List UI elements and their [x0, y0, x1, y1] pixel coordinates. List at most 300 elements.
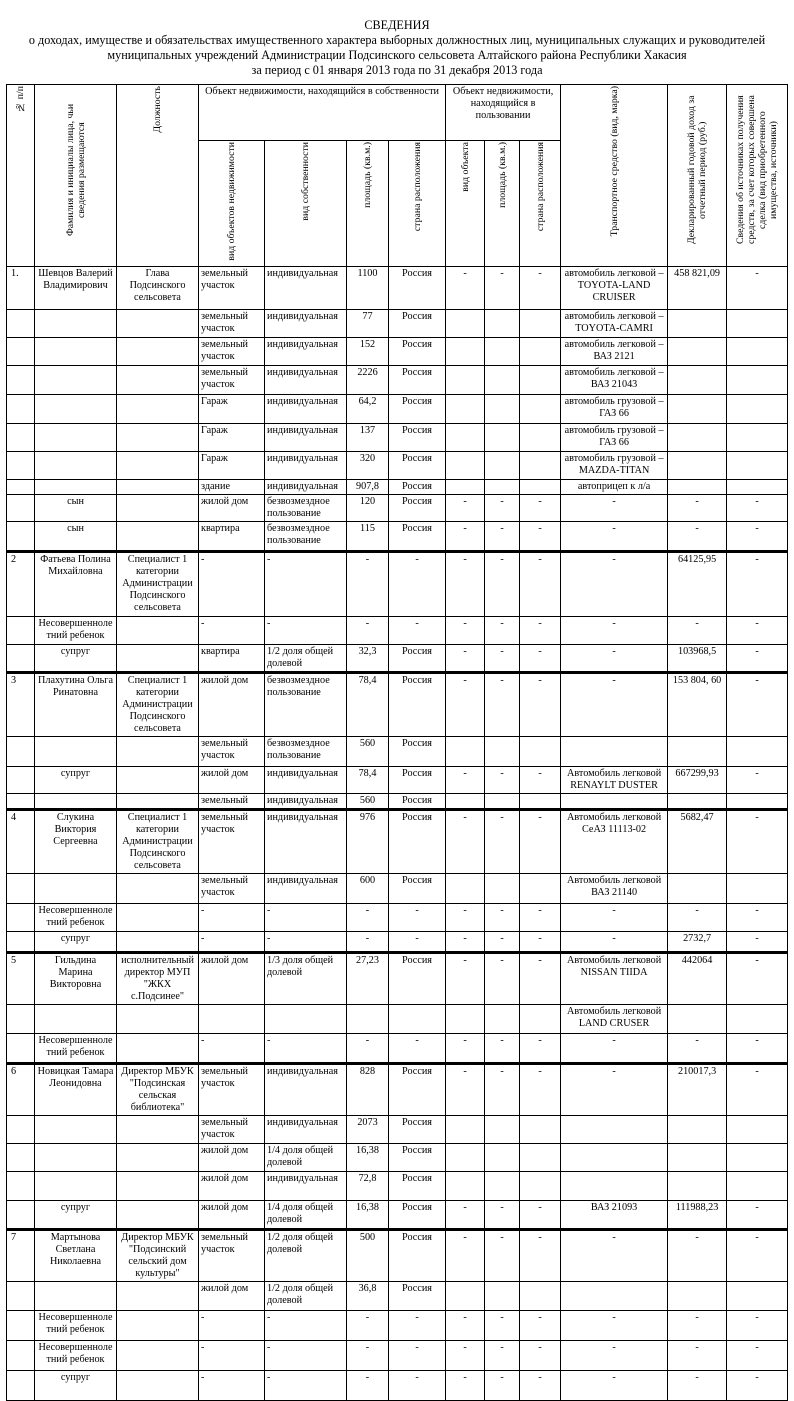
cell-owned-type: - — [199, 1310, 265, 1340]
cell-sources: - — [727, 551, 788, 616]
cell-position: Глава Подсинского сельсовета — [117, 266, 199, 309]
cell-owned-country: Россия — [389, 793, 446, 809]
cell-owned-ownership: 1/2 доля общей долевой — [265, 1281, 347, 1310]
header-owned-country: страна расположения — [389, 141, 446, 267]
cell-used-area: - — [485, 1310, 520, 1340]
cell-owned-area: 32,3 — [347, 644, 389, 672]
cell-sources: - — [727, 1340, 788, 1370]
cell-owned-country: Россия — [389, 672, 446, 736]
cell-used-area — [485, 873, 520, 903]
cell-used-area: - — [485, 494, 520, 521]
cell-owned-ownership: - — [265, 551, 347, 616]
cell-position — [117, 309, 199, 337]
cell-num — [7, 1033, 35, 1063]
cell-num — [7, 1004, 35, 1033]
cell-used-country — [520, 337, 561, 365]
cell-owned-country: Россия — [389, 873, 446, 903]
cell-used-country: - — [520, 1033, 561, 1063]
cell-used-type: - — [446, 903, 485, 931]
cell-used-area: - — [485, 931, 520, 952]
table-row — [7, 616, 788, 644]
cell-income — [668, 1143, 727, 1171]
cell-num: 2 — [7, 551, 35, 616]
cell-num — [7, 521, 35, 551]
cell-sources — [727, 309, 788, 337]
cell-used-type: - — [446, 1229, 485, 1281]
cell-owned-area: 115 — [347, 521, 389, 551]
cell-owned-country: - — [389, 1340, 446, 1370]
cell-position — [117, 1200, 199, 1229]
cell-vehicle: Автомобиль легковой RENAYLT DUSTER — [561, 766, 668, 793]
cell-name: Фатьева Полина Михайловна — [35, 551, 117, 616]
cell-sources — [727, 365, 788, 394]
cell-vehicle: - — [561, 1229, 668, 1281]
cell-owned-type: земельный участок — [199, 1063, 265, 1115]
cell-used-type: - — [446, 766, 485, 793]
cell-used-country: - — [520, 616, 561, 644]
cell-vehicle: автомобиль легковой – TOYOTA-CAMRI — [561, 309, 668, 337]
cell-num — [7, 451, 35, 479]
cell-owned-area: 78,4 — [347, 766, 389, 793]
cell-used-country: - — [520, 521, 561, 551]
cell-num — [7, 793, 35, 809]
cell-owned-ownership — [265, 1004, 347, 1033]
cell-income: 210017,3 — [668, 1063, 727, 1115]
cell-income: 2732,7 — [668, 931, 727, 952]
cell-used-type: - — [446, 266, 485, 309]
cell-owned-ownership: - — [265, 1340, 347, 1370]
cell-used-type: - — [446, 616, 485, 644]
cell-vehicle: - — [561, 1340, 668, 1370]
cell-vehicle: автомобиль легковой – ВАЗ 21043 — [561, 365, 668, 394]
cell-income: - — [668, 903, 727, 931]
cell-owned-country: Россия — [389, 479, 446, 494]
cell-owned-type: жилой дом — [199, 1200, 265, 1229]
cell-name: Гильдина Марина Викторовна — [35, 952, 117, 1004]
cell-sources — [727, 1115, 788, 1143]
cell-used-area — [485, 365, 520, 394]
cell-position: Директор МБУК "Подсинский сельский дом культуры" — [117, 1229, 199, 1281]
cell-num — [7, 931, 35, 952]
cell-owned-type: земельный участок — [199, 809, 265, 873]
cell-position — [117, 423, 199, 451]
cell-income: - — [668, 521, 727, 551]
cell-owned-type: земельный участок — [199, 1115, 265, 1143]
cell-owned-type: земельный участок — [199, 736, 265, 766]
cell-name — [35, 394, 117, 423]
cell-owned-country: Россия — [389, 644, 446, 672]
cell-used-type: - — [446, 809, 485, 873]
cell-income — [668, 451, 727, 479]
cell-owned-country: Россия — [389, 337, 446, 365]
cell-income: 64125,95 — [668, 551, 727, 616]
cell-used-type: - — [446, 952, 485, 1004]
cell-owned-area: 560 — [347, 736, 389, 766]
cell-income — [668, 1004, 727, 1033]
header-sources: Сведения об источниках получения средств, за счет которых совершена сделка (вид приобретенного имущества, источники) — [727, 85, 788, 267]
cell-position — [117, 1143, 199, 1171]
cell-name — [35, 309, 117, 337]
cell-income — [668, 394, 727, 423]
cell-vehicle: ВАЗ 21093 — [561, 1200, 668, 1229]
cell-vehicle: - — [561, 1370, 668, 1400]
document-subtitle-line: о доходах, имуществе и обязательствах имущественного характера выборных должностных лиц, муниципальных служащих и руководителей — [28, 33, 766, 47]
cell-owned-type: Гараж — [199, 394, 265, 423]
cell-owned-area: - — [347, 903, 389, 931]
table-row — [7, 1370, 788, 1400]
header-position: Должность — [117, 85, 199, 267]
cell-position — [117, 873, 199, 903]
cell-owned-country: Россия — [389, 952, 446, 1004]
cell-position — [117, 736, 199, 766]
cell-owned-ownership: индивидуальная — [265, 479, 347, 494]
cell-owned-ownership: индивидуальная — [265, 337, 347, 365]
cell-owned-area: 27,23 — [347, 952, 389, 1004]
cell-income — [668, 1115, 727, 1143]
cell-owned-type: Гараж — [199, 451, 265, 479]
cell-income: - — [668, 1229, 727, 1281]
cell-num — [7, 1115, 35, 1143]
cell-used-area — [485, 1115, 520, 1143]
cell-owned-area: - — [347, 551, 389, 616]
cell-name: Несовершенноле тний ребенок — [35, 616, 117, 644]
cell-owned-ownership: индивидуальная — [265, 423, 347, 451]
cell-used-area: - — [485, 809, 520, 873]
header-owned-property: Объект недвижимости, находящийся в собственности — [199, 85, 446, 141]
cell-owned-area: 72,8 — [347, 1171, 389, 1200]
cell-vehicle — [561, 1115, 668, 1143]
cell-owned-type: земельный участок — [199, 337, 265, 365]
cell-used-country: - — [520, 266, 561, 309]
cell-position — [117, 1370, 199, 1400]
cell-used-area: - — [485, 1033, 520, 1063]
cell-num — [7, 873, 35, 903]
cell-used-type: - — [446, 1370, 485, 1400]
cell-num: 1. — [7, 266, 35, 309]
cell-used-area: - — [485, 644, 520, 672]
header-income: Декларированный годовой доход за отчетный период (руб.) — [668, 85, 727, 267]
cell-name — [35, 1281, 117, 1310]
cell-num — [7, 1171, 35, 1200]
cell-used-country: - — [520, 1063, 561, 1115]
cell-sources: - — [727, 903, 788, 931]
table-row — [7, 736, 788, 766]
cell-used-country — [520, 423, 561, 451]
cell-owned-type: жилой дом — [199, 766, 265, 793]
cell-owned-area: 16,38 — [347, 1143, 389, 1171]
cell-used-area: - — [485, 766, 520, 793]
table-row — [7, 423, 788, 451]
cell-num — [7, 1200, 35, 1229]
cell-name: супруг — [35, 766, 117, 793]
cell-owned-ownership: индивидуальная — [265, 309, 347, 337]
cell-owned-country: Россия — [389, 365, 446, 394]
cell-position — [117, 1004, 199, 1033]
cell-owned-country: Россия — [389, 766, 446, 793]
cell-name: супруг — [35, 1200, 117, 1229]
cell-used-country: - — [520, 1340, 561, 1370]
table-row — [7, 521, 788, 551]
cell-owned-country — [389, 1004, 446, 1033]
cell-owned-type: земельный участок — [199, 266, 265, 309]
cell-num — [7, 1370, 35, 1400]
cell-sources: - — [727, 931, 788, 952]
table-row — [7, 1229, 788, 1281]
cell-name — [35, 1171, 117, 1200]
cell-vehicle: - — [561, 521, 668, 551]
cell-owned-country: Россия — [389, 809, 446, 873]
cell-owned-ownership: - — [265, 1033, 347, 1063]
cell-owned-country: Россия — [389, 521, 446, 551]
table-row — [7, 1004, 788, 1033]
cell-sources: - — [727, 952, 788, 1004]
cell-owned-type: - — [199, 1370, 265, 1400]
cell-owned-ownership: безвозмездное пользование — [265, 672, 347, 736]
cell-owned-country: Россия — [389, 309, 446, 337]
cell-num: 3 — [7, 672, 35, 736]
cell-used-country — [520, 736, 561, 766]
cell-owned-type: земельный участок — [199, 873, 265, 903]
cell-owned-country: Россия — [389, 1143, 446, 1171]
cell-owned-ownership: индивидуальная — [265, 793, 347, 809]
cell-used-type: - — [446, 1063, 485, 1115]
cell-owned-area: 560 — [347, 793, 389, 809]
cell-sources: - — [727, 672, 788, 736]
cell-owned-country: Россия — [389, 1171, 446, 1200]
table-row — [7, 266, 788, 309]
cell-used-area: - — [485, 1063, 520, 1115]
header-vehicle: Транспортное средство (вид, марка) — [561, 85, 668, 267]
cell-owned-type: земельный участок — [199, 1229, 265, 1281]
cell-owned-country: Россия — [389, 1281, 446, 1310]
cell-used-country — [520, 479, 561, 494]
cell-position: Специалист 1 категории Администрации Подсинского сельсовета — [117, 672, 199, 736]
cell-sources — [727, 873, 788, 903]
cell-position — [117, 479, 199, 494]
table-row — [7, 644, 788, 672]
cell-used-area: - — [485, 521, 520, 551]
cell-name: Несовершенноле тний ребенок — [35, 903, 117, 931]
cell-income — [668, 365, 727, 394]
cell-num: 4 — [7, 809, 35, 873]
table-row — [7, 337, 788, 365]
cell-owned-area: 2226 — [347, 365, 389, 394]
cell-income: 111988,23 — [668, 1200, 727, 1229]
cell-used-country — [520, 394, 561, 423]
table-row — [7, 766, 788, 793]
table-row — [7, 451, 788, 479]
cell-income: - — [668, 616, 727, 644]
table-row — [7, 551, 788, 616]
cell-sources — [727, 479, 788, 494]
cell-num — [7, 1340, 35, 1370]
cell-owned-area: 137 — [347, 423, 389, 451]
cell-position — [117, 903, 199, 931]
cell-owned-type: жилой дом — [199, 1171, 265, 1200]
document-period: за период с 01 января 2013 года по 31 декабря 2013 года — [251, 63, 543, 77]
cell-vehicle: автомобиль легковой – ВАЗ 2121 — [561, 337, 668, 365]
table-row — [7, 1200, 788, 1229]
cell-sources — [727, 736, 788, 766]
cell-owned-area: - — [347, 1033, 389, 1063]
cell-income — [668, 423, 727, 451]
cell-name — [35, 736, 117, 766]
cell-vehicle: - — [561, 931, 668, 952]
cell-vehicle: автомобиль грузовой – ГАЗ 66 — [561, 423, 668, 451]
cell-owned-ownership: индивидуальная — [265, 365, 347, 394]
cell-owned-country: Россия — [389, 394, 446, 423]
cell-owned-ownership: индивидуальная — [265, 873, 347, 903]
cell-name — [35, 423, 117, 451]
cell-used-area — [485, 736, 520, 766]
cell-used-type — [446, 1115, 485, 1143]
cell-position: Специалист 1 категории Администрации Подсинского сельсовета — [117, 809, 199, 873]
cell-used-type — [446, 793, 485, 809]
cell-sources: - — [727, 1063, 788, 1115]
cell-name: Новицкая Тамара Леонидовна — [35, 1063, 117, 1115]
cell-owned-ownership: 1/4 доля общей долевой — [265, 1200, 347, 1229]
cell-used-country — [520, 1115, 561, 1143]
cell-used-type: - — [446, 1310, 485, 1340]
cell-name: Плахутина Ольга Ринатовна — [35, 672, 117, 736]
cell-sources: - — [727, 1370, 788, 1400]
declarations-table — [6, 84, 788, 1401]
cell-owned-ownership: 1/2 доля общей долевой — [265, 644, 347, 672]
cell-used-country — [520, 365, 561, 394]
cell-owned-area: - — [347, 1340, 389, 1370]
cell-vehicle: - — [561, 616, 668, 644]
cell-sources — [727, 1004, 788, 1033]
cell-vehicle: Автомобиль легковой NISSAN TIIDA — [561, 952, 668, 1004]
cell-used-type — [446, 873, 485, 903]
cell-position — [117, 1033, 199, 1063]
cell-owned-ownership: - — [265, 1310, 347, 1340]
cell-owned-ownership: 1/3 доля общей долевой — [265, 952, 347, 1004]
cell-vehicle — [561, 1281, 668, 1310]
cell-sources: - — [727, 809, 788, 873]
cell-name: Шевцов Валерий Владимирович — [35, 266, 117, 309]
header-used-area: площадь (кв.м.) — [485, 141, 520, 267]
cell-name — [35, 365, 117, 394]
cell-owned-type: - — [199, 1033, 265, 1063]
cell-owned-type: Гараж — [199, 423, 265, 451]
cell-used-area — [485, 479, 520, 494]
cell-sources: - — [727, 1310, 788, 1340]
cell-vehicle: - — [561, 1033, 668, 1063]
cell-income — [668, 1171, 727, 1200]
cell-name: сын — [35, 494, 117, 521]
cell-name: Несовершенноле тний ребенок — [35, 1033, 117, 1063]
cell-owned-ownership: индивидуальная — [265, 266, 347, 309]
cell-income: 458 821,09 — [668, 266, 727, 309]
cell-used-type — [446, 1281, 485, 1310]
cell-income: 5682,47 — [668, 809, 727, 873]
cell-name: супруг — [35, 644, 117, 672]
cell-owned-ownership: индивидуальная — [265, 766, 347, 793]
table-row — [7, 479, 788, 494]
cell-used-area — [485, 1171, 520, 1200]
cell-used-area: - — [485, 952, 520, 1004]
cell-vehicle — [561, 1143, 668, 1171]
cell-num — [7, 479, 35, 494]
cell-used-country: - — [520, 644, 561, 672]
cell-owned-area: 500 — [347, 1229, 389, 1281]
cell-income — [668, 736, 727, 766]
cell-owned-country: Россия — [389, 1200, 446, 1229]
header-owned-type: вид объектов недвижимости — [199, 141, 265, 267]
cell-position — [117, 616, 199, 644]
cell-used-type: - — [446, 644, 485, 672]
cell-used-area: - — [485, 616, 520, 644]
cell-used-type — [446, 1143, 485, 1171]
table-row — [7, 793, 788, 809]
cell-used-area: - — [485, 266, 520, 309]
cell-name: Слукина Виктория Сергеевна — [35, 809, 117, 873]
table-row — [7, 931, 788, 952]
cell-income: - — [668, 494, 727, 521]
cell-position: Директор МБУК "Подсинская сельская библиотека" — [117, 1063, 199, 1115]
cell-num — [7, 494, 35, 521]
cell-used-type: - — [446, 521, 485, 551]
cell-sources: - — [727, 521, 788, 551]
cell-name: сын — [35, 521, 117, 551]
cell-used-area — [485, 423, 520, 451]
cell-owned-area: 976 — [347, 809, 389, 873]
cell-owned-area: 152 — [347, 337, 389, 365]
cell-name — [35, 1143, 117, 1171]
cell-owned-ownership: - — [265, 1370, 347, 1400]
cell-sources: - — [727, 766, 788, 793]
cell-owned-area: 77 — [347, 309, 389, 337]
table-row — [7, 903, 788, 931]
cell-used-country — [520, 451, 561, 479]
cell-vehicle: - — [561, 1063, 668, 1115]
cell-name: супруг — [35, 1370, 117, 1400]
cell-income — [668, 873, 727, 903]
cell-position — [117, 1281, 199, 1310]
cell-vehicle: автоприцеп к л/а — [561, 479, 668, 494]
cell-income: - — [668, 1370, 727, 1400]
cell-used-area: - — [485, 903, 520, 931]
cell-income: - — [668, 1310, 727, 1340]
cell-owned-ownership: индивидуальная — [265, 394, 347, 423]
cell-owned-type: - — [199, 616, 265, 644]
cell-used-type — [446, 365, 485, 394]
cell-owned-ownership: - — [265, 903, 347, 931]
cell-owned-area: - — [347, 616, 389, 644]
cell-owned-country: - — [389, 903, 446, 931]
cell-owned-type: жилой дом — [199, 494, 265, 521]
cell-name — [35, 479, 117, 494]
table-row — [7, 952, 788, 1004]
cell-used-country: - — [520, 766, 561, 793]
cell-num: 6 — [7, 1063, 35, 1115]
cell-used-type: - — [446, 1200, 485, 1229]
cell-name: Мартынова Светлана Николаевна — [35, 1229, 117, 1281]
cell-owned-type: здание — [199, 479, 265, 494]
cell-owned-type: жилой дом — [199, 1143, 265, 1171]
cell-vehicle — [561, 793, 668, 809]
cell-used-type: - — [446, 494, 485, 521]
cell-position: исполнительный директор МУП "ЖКХ с.Подсинее" — [117, 952, 199, 1004]
cell-used-area: - — [485, 1229, 520, 1281]
cell-sources: - — [727, 1033, 788, 1063]
cell-used-country — [520, 309, 561, 337]
cell-num — [7, 1310, 35, 1340]
cell-sources — [727, 337, 788, 365]
table-row — [7, 494, 788, 521]
cell-sources — [727, 1143, 788, 1171]
